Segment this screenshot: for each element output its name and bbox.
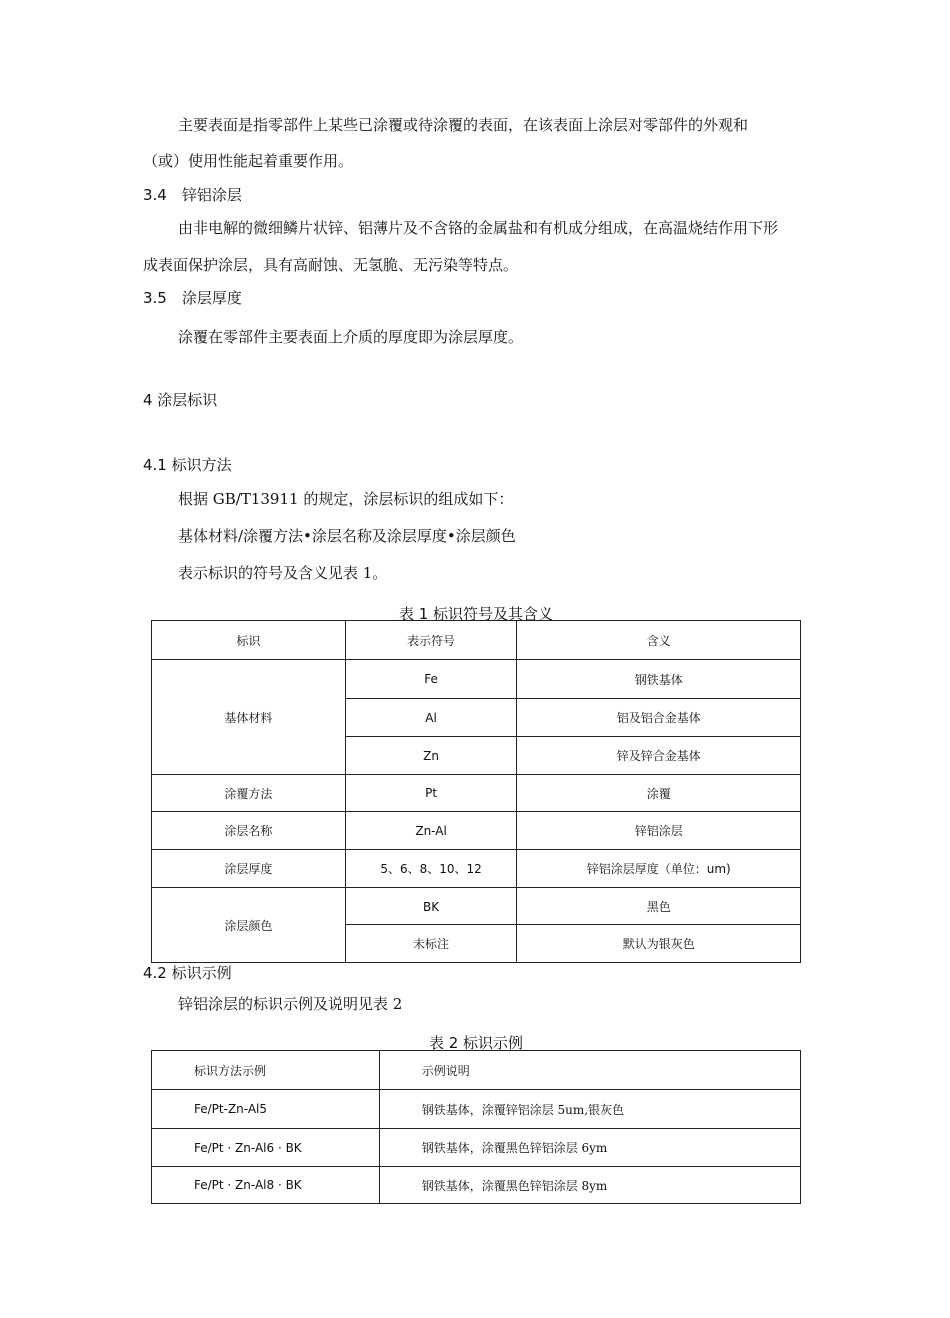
table-cell-example: Fe/Pt · Zn-Al8 · BK <box>152 1167 380 1204</box>
table-cell-label: 涂层厚度 <box>152 850 346 888</box>
table-cell-label: 涂覆方法 <box>152 775 346 812</box>
table-cell-meaning: 钢铁基体 <box>517 660 801 699</box>
paragraph-line: 主要表面是指零部件上某些已涂覆或待涂覆的表面，在该表面上涂层对零部件的外观和 <box>178 116 749 134</box>
table-row <box>152 1167 801 1204</box>
paragraph-line: 根据 GB/T13911 的规定，涂层标识的组成如下： <box>178 490 514 508</box>
table-row <box>152 775 801 812</box>
paragraph-line: 成表面保护涂层，具有高耐蚀、无氢脆、无污染等特点。 <box>143 256 519 274</box>
table-cell-symbol: 5、6、8、10、12 <box>345 850 517 888</box>
paragraph-line: 涂覆在零部件主要表面上介质的厚度即为涂层厚度。 <box>178 328 524 346</box>
table-cell-description: 钢铁基体，涂覆黑色锌铝涂层 8ym <box>379 1167 800 1204</box>
table-cell-meaning: 锌铝涂层 <box>517 812 801 850</box>
section-heading-4: 4 涂层标识 <box>143 391 218 409</box>
table-cell-symbol: 未标注 <box>345 925 517 963</box>
table-cell-symbol: Zn <box>345 737 517 775</box>
paragraph-line: 表示标识的符号及含义见表 1。 <box>178 564 388 582</box>
section-heading-4-1: 4.1 标识方法 <box>143 456 232 474</box>
table2-caption: 表 2 标识示例 <box>428 1034 524 1052</box>
table-cell-symbol: Zn-Al <box>345 812 517 850</box>
paragraph-line: 锌铝涂层的标识示例及说明见表 2 <box>178 995 403 1013</box>
table-row <box>152 660 801 699</box>
table-cell-example: Fe/Pt · Zn-Al6 · BK <box>152 1129 380 1167</box>
section-heading-3-4: 3.4 锌铝涂层 <box>143 186 242 204</box>
table-header-cell: 含义 <box>517 621 801 660</box>
paragraph-line: 由非电解的微细鳞片状锌、铝薄片及不含铬的金属盐和有机成分组成，在高温烧结作用下形 <box>178 219 779 237</box>
paragraph-line: （或）使用性能起着重要作用。 <box>143 152 354 170</box>
table-cell-symbol: Pt <box>345 775 517 812</box>
table-cell-description: 钢铁基体，涂覆黑色锌铝涂层 6ym <box>379 1129 800 1167</box>
table-row <box>152 888 801 925</box>
table-cell-symbol: Fe <box>345 660 517 699</box>
table-cell-meaning: 默认为银灰色 <box>517 925 801 963</box>
table-cell-description: 钢铁基体，涂覆锌铝涂层 5um,银灰色 <box>379 1090 800 1129</box>
table-header-cell: 标识 <box>152 621 346 660</box>
table-header-cell: 示例说明 <box>379 1051 800 1090</box>
table-cell-example: Fe/Pt-Zn-Al5 <box>152 1090 380 1129</box>
table-cell-label: 基体材料 <box>152 660 346 775</box>
table-cell-meaning: 铝及铝合金基体 <box>517 699 801 737</box>
table-row <box>152 1129 801 1167</box>
section-heading-4-2: 4.2 标识示例 <box>143 964 232 982</box>
table2 <box>151 1050 801 1204</box>
table-cell-label: 涂层名称 <box>152 812 346 850</box>
table-header-row <box>152 1051 801 1090</box>
table-row <box>152 850 801 888</box>
table-cell-meaning: 黑色 <box>517 888 801 925</box>
table-cell-label: 涂层颜色 <box>152 888 346 963</box>
table1 <box>151 620 801 963</box>
table-cell-meaning: 锌及锌合金基体 <box>517 737 801 775</box>
table-cell-meaning: 锌铝涂层厚度（单位：um) <box>517 850 801 888</box>
table-header-cell: 标识方法示例 <box>152 1051 380 1090</box>
table-cell-symbol: BK <box>345 888 517 925</box>
table1-caption: 表 1 标识符号及其含义 <box>398 605 554 623</box>
table-header-row <box>152 621 801 660</box>
section-heading-3-5: 3.5 涂层厚度 <box>143 289 242 307</box>
table-header-cell: 表示符号 <box>345 621 517 660</box>
table-row <box>152 1090 801 1129</box>
table-cell-symbol: Al <box>345 699 517 737</box>
table-row <box>152 812 801 850</box>
paragraph-line: 基体材料/涂覆方法•涂层名称及涂层厚度•涂层颜色 <box>178 527 516 545</box>
table-cell-meaning: 涂覆 <box>517 775 801 812</box>
